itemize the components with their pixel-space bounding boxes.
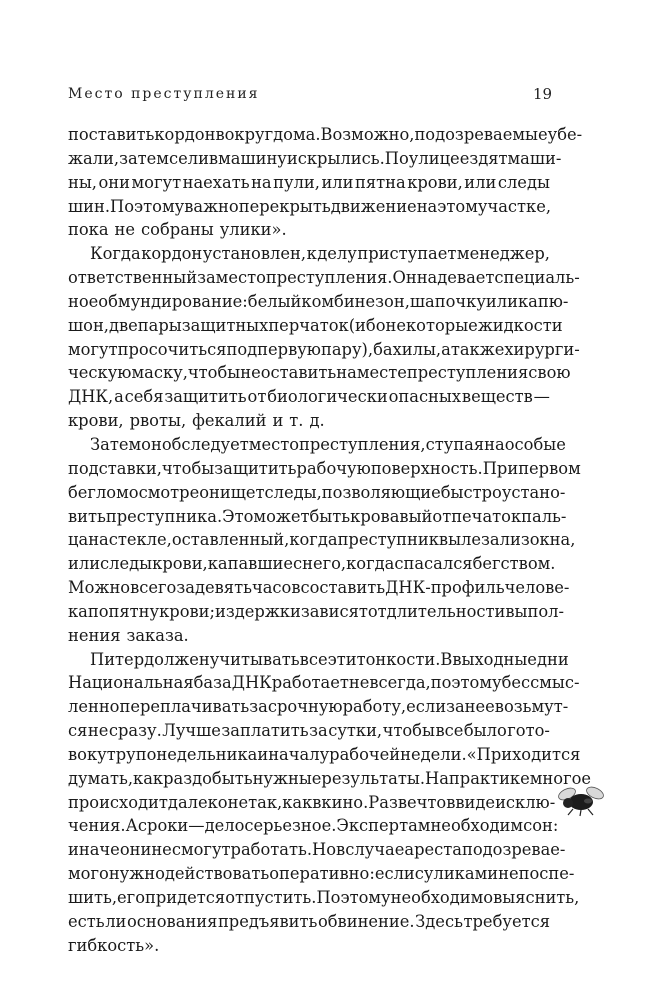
text-line: Затем он обследует место преступления, ступая на особые xyxy=(90,434,566,454)
text-line: шить, его придется отпустить. Поэтому необходимо выяснить, xyxy=(68,888,580,907)
running-header: Место преступления xyxy=(68,86,260,102)
text-line: есть ли основания предъявить обвинение. Здесь требуется xyxy=(68,911,550,931)
text-line: ся не сразу. Лучше заплатить за сутки, чтобы все было гото- xyxy=(68,721,550,741)
text-line: нения заказа. xyxy=(68,625,189,645)
text-line: ческую маску, чтобы не оставить на месте преступления свою xyxy=(68,363,571,383)
text-line: ны, они могут наехать на пули, или пятна крови, или следы xyxy=(68,172,550,192)
body-text xyxy=(68,123,592,958)
text-line: ДНК, а себя защитить от биологически опасных веществ — xyxy=(68,387,550,407)
text-line: происходит далеко не так, как в кино. Разве что в виде исклю- xyxy=(68,792,556,812)
text-line: чения. А сроки — дело серьезное. Экспертам необходим сон: xyxy=(68,816,559,836)
text-line: гибкость». xyxy=(68,935,160,955)
text-line: ное обмундирование: белый комбинезон, шапочку или капю- xyxy=(68,291,569,311)
text-line: могут просочиться под первую пару), бахилы, а также хирурги- xyxy=(68,339,580,359)
text-line: Питер должен учитывать все эти тонкости. В выходные дни xyxy=(90,649,569,669)
text-line: ответственный за место преступления. Он надевает специаль- xyxy=(68,268,580,288)
text-line: Национальная база ДНК работает не всегда, поэтому бессмыс- xyxy=(68,673,580,693)
text-line: ка по пятну крови; издержки зависят от длительности выпол- xyxy=(68,601,564,621)
text-line: крови, рвоты, фекалий и т. д. xyxy=(68,411,325,431)
text-line: жали, затем сели в машину и скрылись. По улице ездят маши- xyxy=(68,148,562,168)
text-line: подставки, чтобы защитить рабочую поверхность. При первом xyxy=(68,458,581,478)
page-number: 19 xyxy=(533,85,553,103)
text-line: Можно всего за девять часов составить ДНК-профиль челове- xyxy=(68,578,570,598)
text-line: иначе они не смогут работать. Но в случае ареста подозревае- xyxy=(68,840,566,860)
text-line: думать, как раздобыть нужные результаты. На практике многое xyxy=(68,768,592,788)
text-line: поставить кордон вокруг дома. Возможно, подозреваемые убе- xyxy=(68,125,583,144)
text-line: во к утру понедельника и началу рабочей недели. «Приходится xyxy=(68,744,581,764)
text-line: Когда кордон установлен, к делу приступает менеджер, xyxy=(90,244,550,264)
text-line: вить преступника. Это может быть кровавый отпечаток паль- xyxy=(68,506,567,526)
text-line: шин. Поэтому важно перекрыть движение на этом участке, xyxy=(68,196,552,216)
text-line: или следы крови, капавшие с него, когда спасался бегством. xyxy=(68,554,556,574)
text-line: ца на стекле, оставленный, когда преступник вылезал из окна, xyxy=(68,530,576,550)
text-line: пока не собраны улики». xyxy=(68,220,287,240)
text-line: мого нужно действовать оперативно: если с уликами не поспе- xyxy=(68,864,575,884)
fly-icon xyxy=(557,783,607,817)
text-line: шон, две пары защитных перчаток (ибо некоторые жидкости xyxy=(68,315,563,335)
text-line: ленно переплачивать за срочную работу, если за нее возьмут- xyxy=(68,697,569,717)
text-line: беглом осмотре он ищет следы, позволяющие быстро устано- xyxy=(68,482,566,502)
